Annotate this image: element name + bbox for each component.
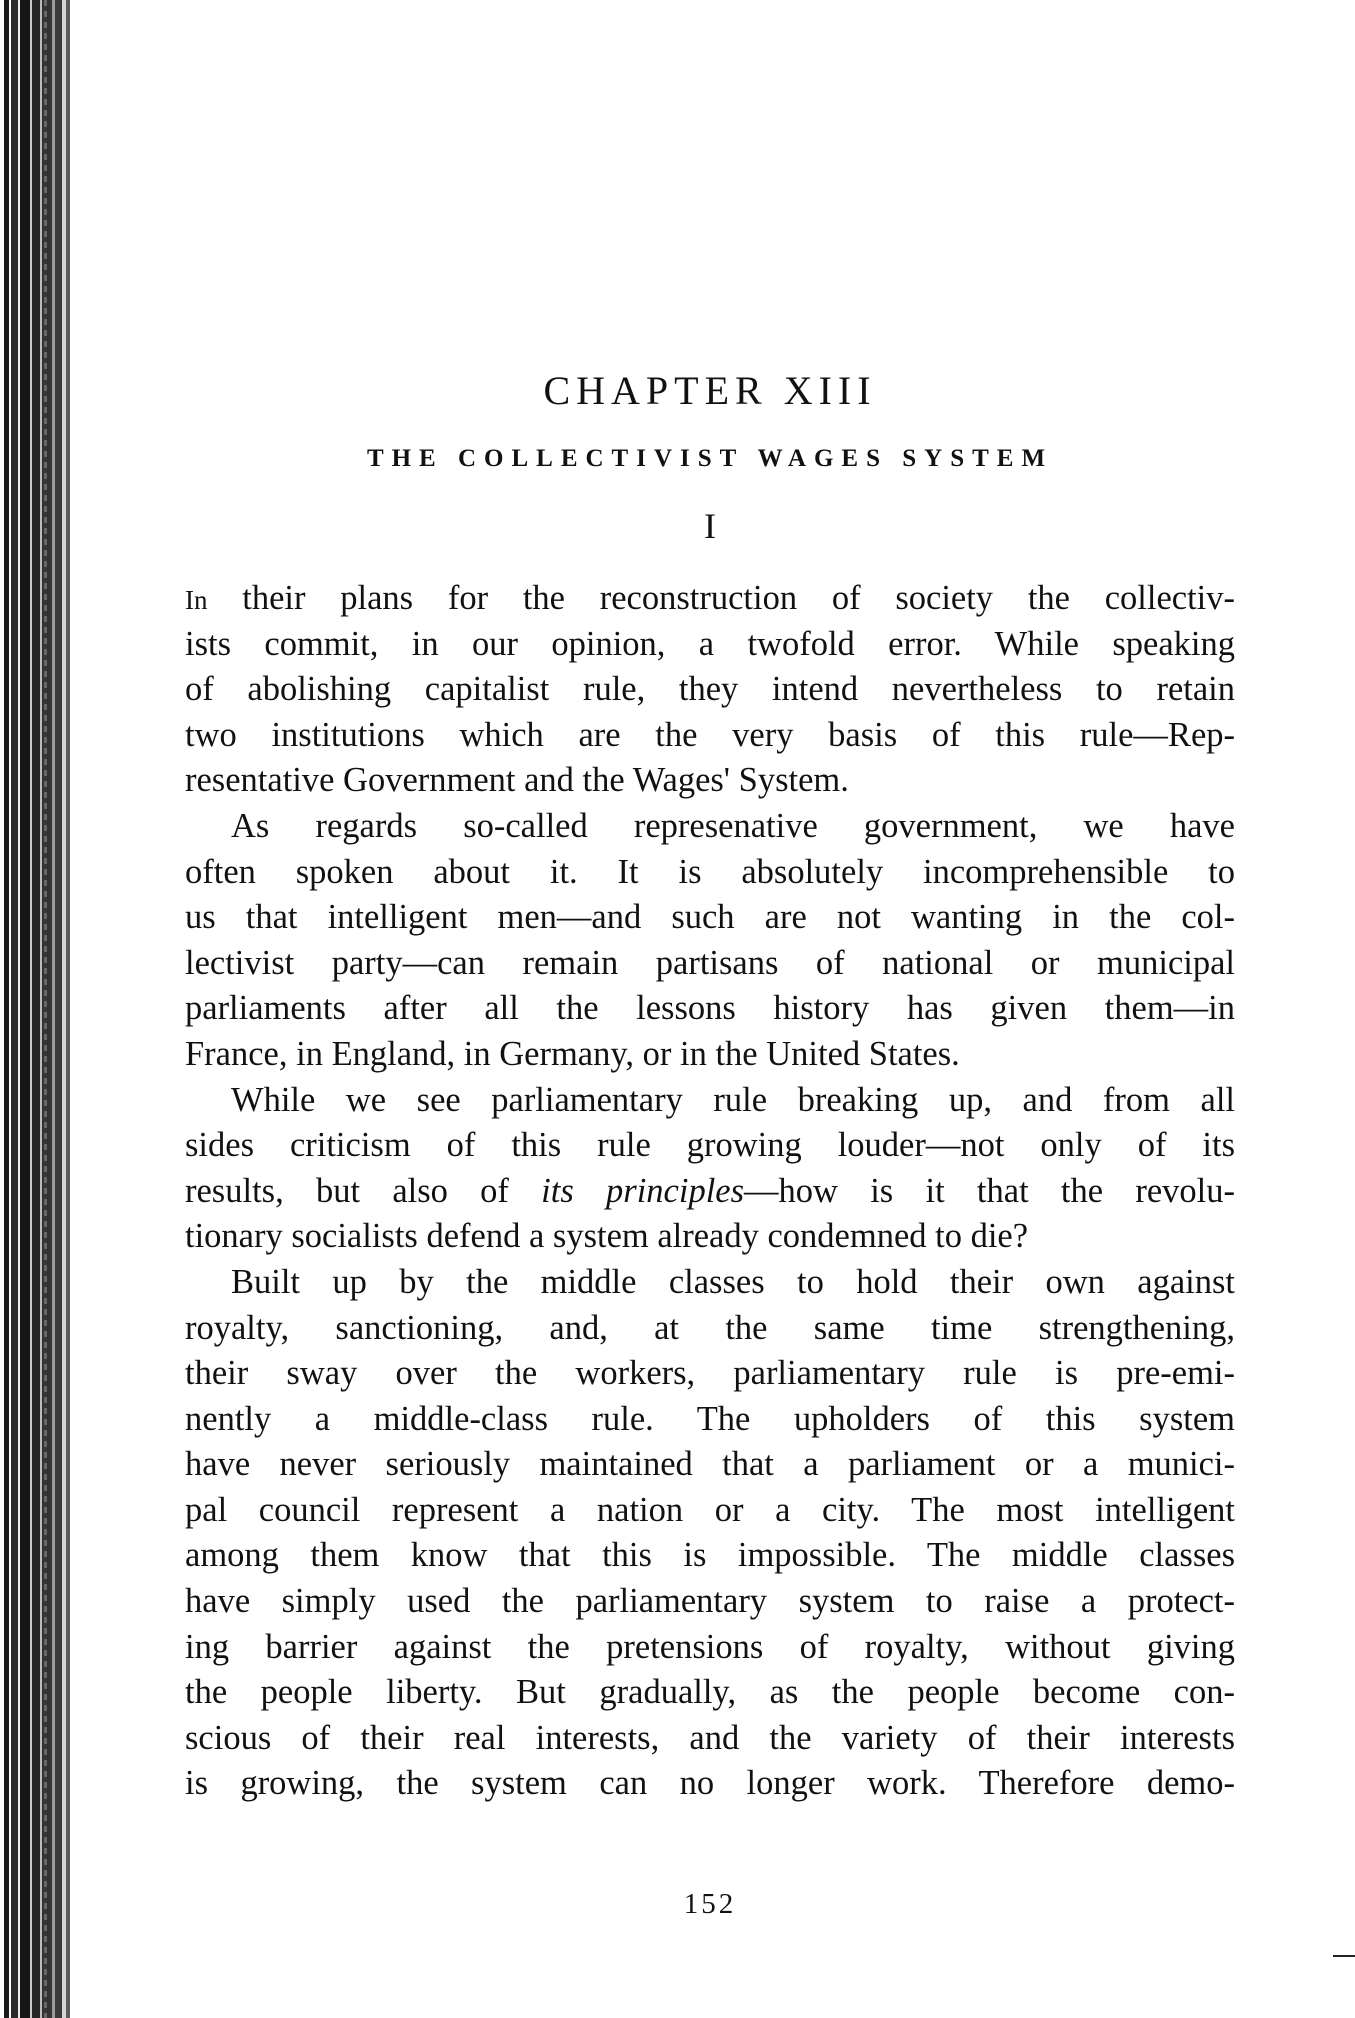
dropcap-smallcaps: In <box>185 585 208 615</box>
text-line: of abolishing capitalist rule, they intend nevertheless to retain <box>185 670 1235 709</box>
text-line: results, but also of its principles—how is it that the revolu- <box>185 1171 1235 1210</box>
text-line: us that intelligent men—and such are not wanting in the col- <box>185 898 1235 937</box>
text-line: As regards so-called represenative government, we have <box>231 806 1235 845</box>
text-line: lectivist party—can remain partisans of national or municipal <box>185 943 1235 982</box>
text-line: pal council represent a nation or a city. The most intelligent <box>185 1490 1235 1529</box>
text-line: parliaments after all the lessons history has given them—in <box>185 989 1235 1028</box>
text-line: resentative Government and the Wages' System. <box>185 761 849 800</box>
chapter-title: CHAPTER XIII <box>543 367 877 413</box>
text-line: often spoken about it. It is absolutely incomprehensible to <box>185 852 1235 891</box>
text-line: their sway over the workers, parliamentary rule is pre-emi- <box>185 1354 1235 1393</box>
text-line: In their plans for the reconstruction of society the collectiv- <box>185 579 1235 617</box>
book-binding-gutter <box>0 0 80 2018</box>
text-line: have simply used the parliamentary system to raise a protect- <box>185 1582 1235 1621</box>
text-line: sides criticism of this rule growing louder—not only of its <box>185 1126 1235 1165</box>
text-line: tionary socialists defend a system already condemned to die? <box>185 1217 1029 1256</box>
text-line: scious of their real interests, and the variety of their interests <box>185 1718 1235 1757</box>
text-line: nently a middle-class rule. The upholders of this system <box>185 1399 1235 1438</box>
text-line: is growing, the system can no longer work. Therefore demo- <box>185 1764 1235 1803</box>
text-line: royalty, sanctioning, and, at the same time strengthening, <box>185 1308 1235 1347</box>
section-numeral: I <box>704 506 716 546</box>
page-edge-mark <box>1333 1955 1355 1957</box>
text-line: ing barrier against the pretensions of royalty, without giving <box>185 1627 1235 1666</box>
body-text <box>185 576 1235 1807</box>
text-line: ists commit, in our opinion, a twofold error. While speaking <box>185 624 1235 663</box>
text-line: have never seriously maintained that a parliament or a munici- <box>185 1445 1235 1484</box>
text-line: the people liberty. But gradually, as the people become con- <box>185 1673 1235 1712</box>
chapter-subtitle: THE COLLECTIVIST WAGES SYSTEM <box>366 445 1054 472</box>
text-line: among them know that this is impossible. The middle classes <box>185 1536 1235 1575</box>
text-line: France, in England, in Germany, or in the United States. <box>185 1034 960 1073</box>
text-line: While we see parliamentary rule breaking up, and from all <box>231 1080 1235 1119</box>
text-line: two institutions which are the very basis of this rule—Rep- <box>185 715 1235 754</box>
italic-emphasis: its principles <box>541 1171 745 1210</box>
page-number: 152 <box>683 1888 737 1920</box>
text-line: Built up by the middle classes to hold their own against <box>231 1262 1235 1301</box>
